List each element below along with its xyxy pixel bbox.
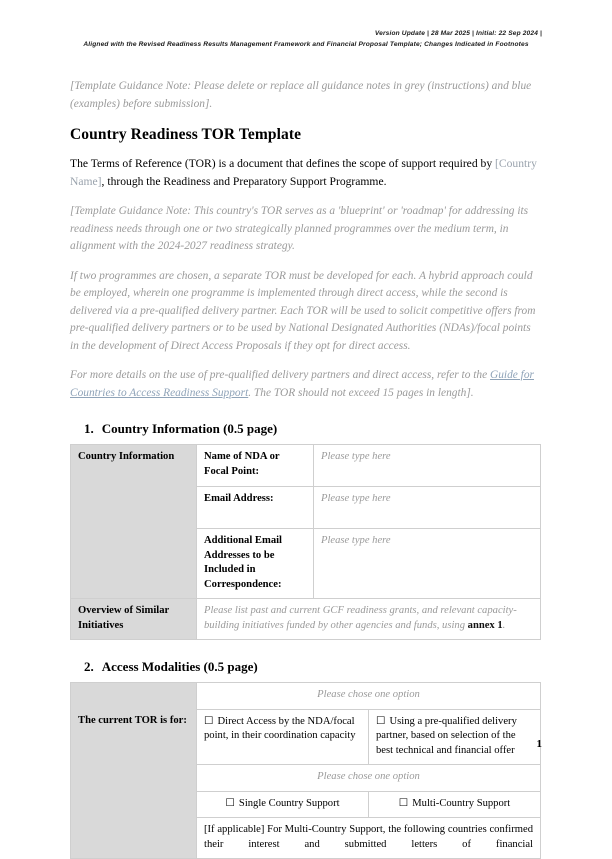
overview-hint-after: .: [502, 619, 506, 631]
guide-countries-readiness-support-link[interactable]: Guide for Countries to Access Readiness Support: [70, 369, 534, 399]
access-modalities-spacer-cell: [71, 683, 197, 710]
country-name-placeholder: [Country Name]: [70, 157, 537, 188]
link-para-before: For more details on the use of pre-qualified delivery partners and direct access, refer to the: [70, 369, 490, 381]
label-name-of-nda: Name of NDA or Focal Point:: [197, 445, 314, 487]
section-heading-country-information: [70, 420, 542, 437]
intro-text-part2: , through the Readiness and Preparatory Support Programme.: [101, 174, 387, 188]
checkbox-option-prequalified-partner[interactable]: [369, 709, 541, 765]
running-header: [70, 28, 542, 50]
checkbox-icon[interactable]: ☐: [398, 797, 409, 809]
table-row: [71, 599, 541, 640]
page-title: Country Readiness TOR Template: [70, 126, 302, 143]
choose-one-option-hint-2: Please chose one option: [197, 765, 541, 792]
label-email-address: Email Address:: [197, 487, 314, 529]
section-1-title: Country Information (0.5 page): [101, 421, 278, 436]
table-row: [71, 445, 541, 487]
access-modalities-table: [70, 682, 541, 859]
guidance-note-top: [Template Guidance Note: Please delete or replace all guidance notes in grey (instructions) and blue (examples) before submission].: [70, 80, 532, 110]
table-row: [71, 683, 541, 710]
multicountry-description-text: [If applicable] For Multi-Country Support, the following countries confirmed their interest and submitted letters of financial: [197, 818, 541, 859]
checkbox-icon[interactable]: ☐: [204, 715, 214, 727]
access-modalities-spacer-cell-4: [71, 818, 197, 859]
table-row: [71, 791, 541, 818]
header-version-line: Version Update | 28 Mar 2025 | Initial: 22 Sep 2024 |: [374, 30, 542, 37]
option-label-prequalified-partner: Using a pre-qualified delivery partner, based on selection of the best technical and financial offer: [376, 715, 517, 756]
country-information-table: [70, 444, 541, 640]
guidance-note-link-paragraph: [70, 367, 542, 402]
input-name-of-nda[interactable]: Please type here: [314, 445, 541, 487]
section-1-number: 1.: [84, 421, 94, 436]
table-row: [71, 765, 541, 792]
checkbox-option-multi-country[interactable]: [369, 791, 541, 818]
guidance-note-blueprint: [Template Guidance Note: This country's TOR serves as a 'blueprint' or 'roadmap' for addressing its readiness needs through one or two strategically planned programmes over the medium term, in alignment with the 2024-2027 readiness strategy.: [70, 205, 529, 252]
overview-similar-initiatives-label: Overview of Similar Initiatives: [71, 599, 197, 640]
section-2-number: 2.: [84, 659, 94, 674]
guidance-note-hybrid: If two programmes are chosen, a separate TOR must be developed for each. A hybrid approach could be employed, wherein one programme is implemented through direct access, while the second is delivered via a pre-qualified delivery partner. Each TOR will be used to solicit competitive offers from pre-qualified delivery partners or to be used by National Designated Authorities (NDAs)/focal points in the development of Direct Access Proposals if they opt for direct access.: [70, 269, 536, 352]
section-2-title: Access Modalities (0.5 page): [101, 659, 258, 674]
label-additional-emails: Additional Email Addresses to be Included in Correspondence:: [197, 529, 314, 599]
link-para-after: . The TOR should not exceed 15 pages in length].: [248, 386, 474, 399]
input-additional-emails[interactable]: Please type here: [314, 529, 541, 599]
option-label-direct-access: Direct Access by the NDA/focal point, in their coordination capacity: [204, 715, 356, 741]
intro-text-part1: The Terms of Reference (TOR) is a document that defines the scope of support required by: [70, 157, 496, 170]
header-alignment-line: Aligned with the Revised Readiness Results Management Framework and Financial Proposal Template; Changes Indicated in Footnotes: [83, 41, 529, 48]
section-heading-access-modalities: [70, 658, 542, 675]
table-row: [71, 709, 541, 765]
page-number: 1: [536, 738, 542, 750]
table-row: [71, 818, 541, 859]
overview-hint-annex: annex 1: [467, 619, 503, 631]
choose-one-option-hint-1: Please chose one option: [197, 683, 541, 710]
checkbox-option-direct-access[interactable]: [197, 709, 369, 765]
access-modalities-spacer-cell-2: [71, 765, 197, 792]
checkbox-icon[interactable]: ☐: [376, 715, 386, 727]
access-modalities-spacer-cell-3: [71, 791, 197, 818]
overview-hint-before: Please list past and current GCF readiness grants, and relevant capacity-building initiatives funded by other agencies and funds, using: [204, 605, 517, 631]
option-label-single-country: Single Country Support: [238, 797, 340, 809]
checkbox-icon[interactable]: ☐: [225, 797, 235, 809]
country-information-row-header: Country Information: [71, 445, 197, 599]
overview-similar-initiatives-hint: [197, 599, 541, 640]
checkbox-option-single-country[interactable]: [197, 791, 369, 818]
intro-paragraph: [70, 155, 542, 190]
input-email-address[interactable]: Please type here: [314, 487, 541, 529]
option-label-multi-country: Multi-Country Support: [412, 797, 511, 809]
current-tor-is-for-label: The current TOR is for:: [71, 709, 197, 765]
